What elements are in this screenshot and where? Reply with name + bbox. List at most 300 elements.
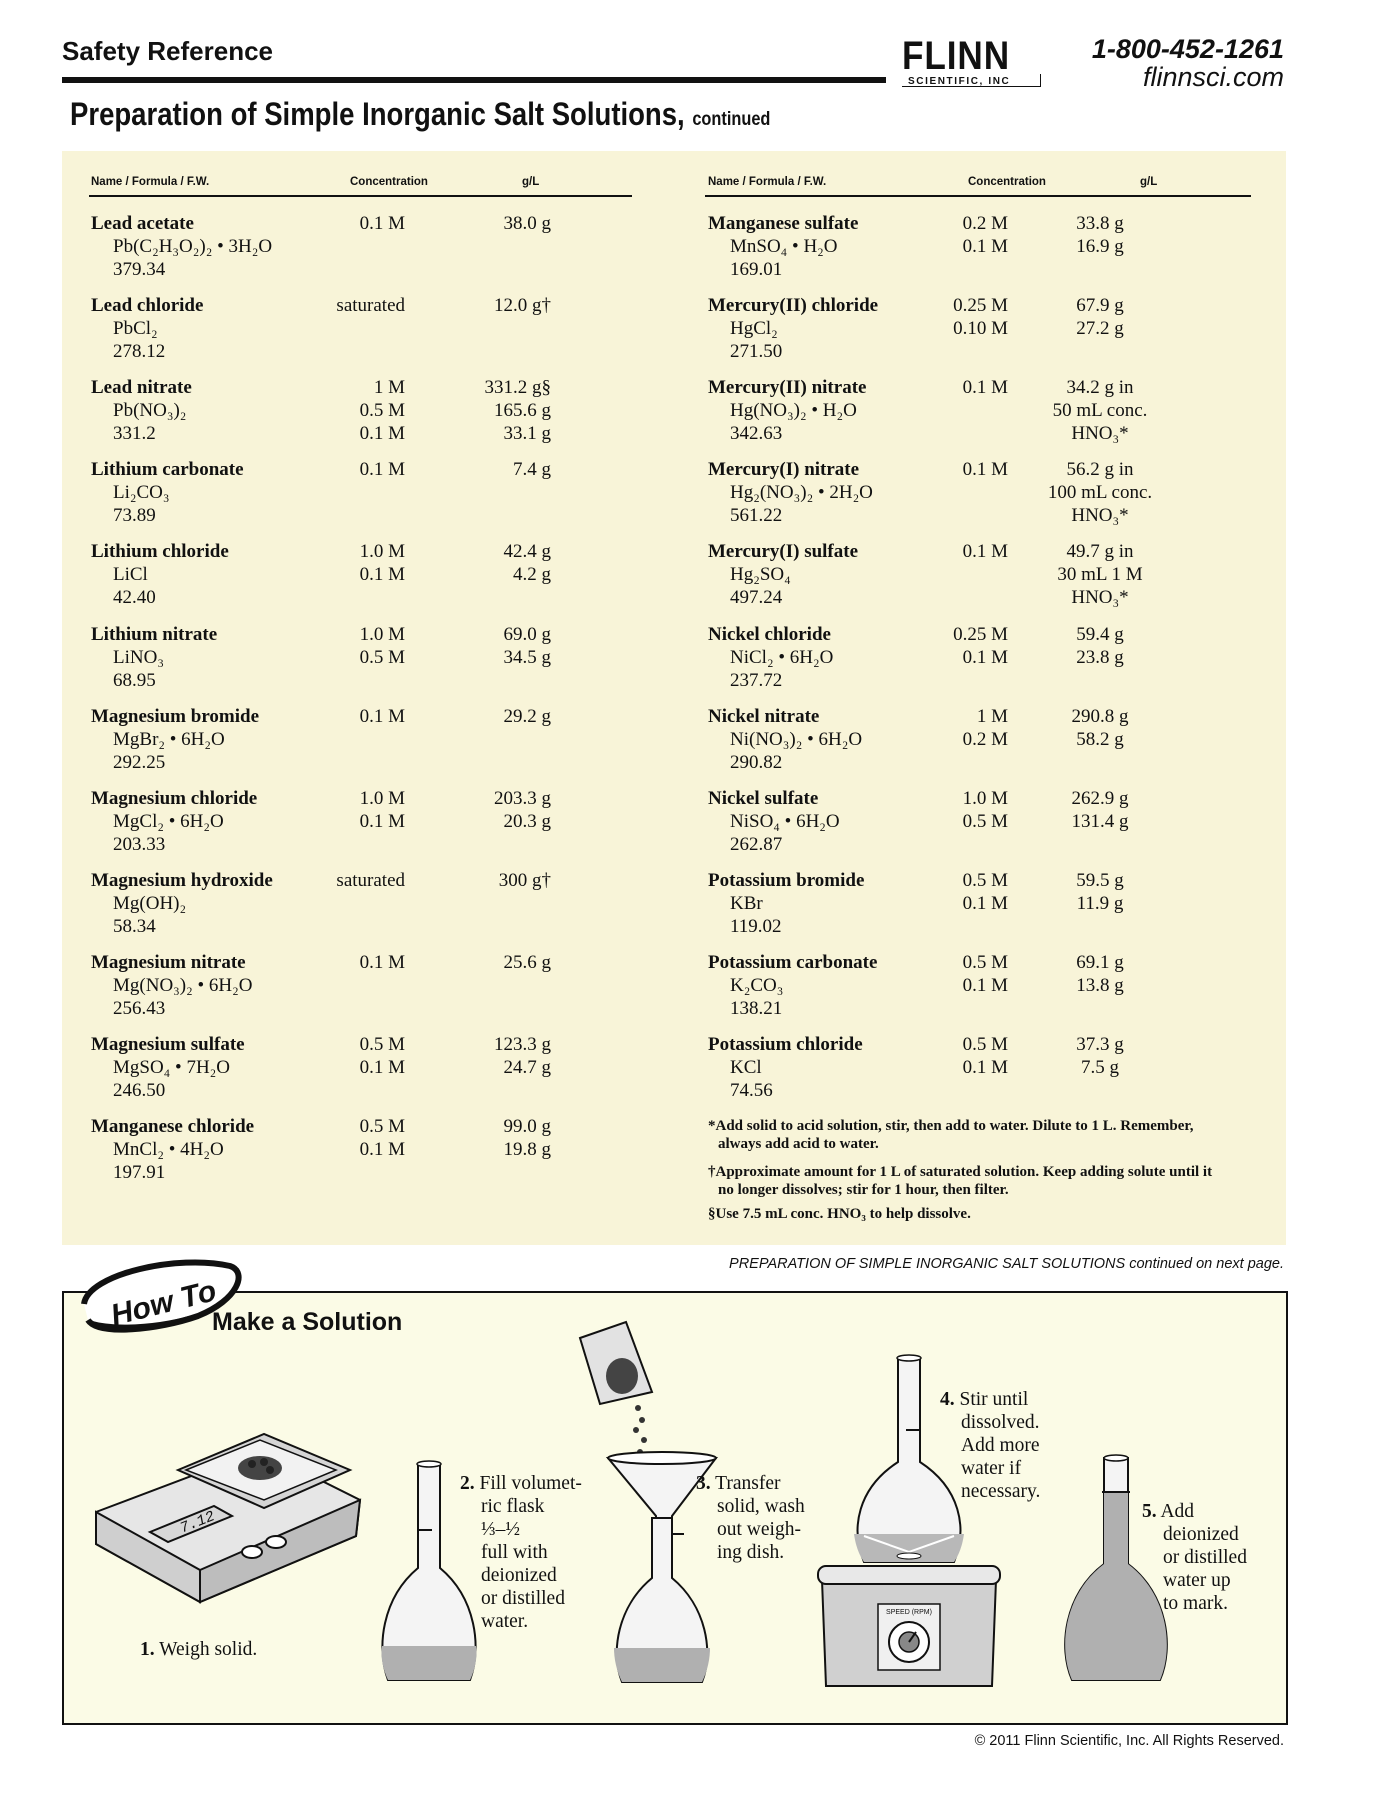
salt-concentrations: [261, 951, 405, 974]
salt-concentrations: [261, 212, 405, 235]
salt-name: Nickel chloride: [708, 623, 831, 645]
salt-formula-weight: 278.12: [113, 341, 166, 363]
concentration-value: 0.5 M: [962, 869, 1008, 891]
salt-row: [708, 294, 1268, 366]
concentration-value: 0.5 M: [359, 1116, 405, 1138]
col-head-name-left: Name / Formula / F.W.: [91, 176, 210, 188]
grams-value: 16.9 g: [1076, 236, 1124, 257]
step-line: [1142, 1546, 1247, 1569]
step-line: [460, 1564, 582, 1587]
step-line: [460, 1541, 582, 1564]
salt-concentrations: [261, 458, 405, 481]
grams-value: 59.4 g: [1076, 623, 1124, 645]
step-4-caption: [940, 1388, 1040, 1503]
grams-value: 38.0 g: [503, 213, 551, 234]
footnote-section: §Use 7.5 mL conc. HNO₃ to help dissolve.: [708, 1206, 971, 1222]
grams-value: HNO₃*: [1071, 505, 1129, 527]
salt-grams-per-liter: [391, 951, 551, 974]
salt-concentrations: [261, 869, 405, 892]
salt-formula-weight: 561.22: [730, 505, 783, 527]
grams-value: 58.2 g: [1076, 728, 1124, 750]
salt-name: Mercury(I) sulfate: [708, 541, 859, 563]
salt-name: Mercury(II) nitrate: [708, 377, 867, 399]
concentration-value: 0.25 M: [953, 623, 1008, 645]
concentration-value: 0.1 M: [359, 213, 405, 234]
salt-concentrations: [261, 376, 405, 445]
salt-concentrations: [878, 376, 1008, 399]
scale-button-2: [266, 1536, 286, 1548]
concentration-value: 0.1 M: [359, 459, 405, 481]
grams-value: 49.7 g in: [1066, 541, 1134, 563]
howto-title: Make a Solution: [212, 1308, 403, 1336]
salt-row: [708, 951, 1268, 1023]
salt-name: Manganese sulfate: [708, 213, 859, 234]
step-line: [940, 1480, 1040, 1503]
step-text: Transfer: [715, 1473, 781, 1494]
grams-value: 331.2 g§: [484, 377, 551, 399]
grams-value: 99.0 g: [503, 1116, 551, 1138]
step-number: 2.: [460, 1473, 475, 1494]
salt-name: Potassium chloride: [708, 1034, 863, 1055]
concentration-value: 0.1 M: [962, 236, 1008, 257]
grams-value: 27.2 g: [1076, 318, 1124, 340]
salt-grams-per-liter: [391, 787, 551, 833]
step-text: Fill volumet-: [479, 1473, 582, 1494]
salt-name: Lead acetate: [91, 213, 194, 234]
step-line: [1142, 1592, 1247, 1615]
website-link[interactable]: flinnsci.com: [1142, 62, 1284, 92]
step-text: dissolved.: [961, 1412, 1040, 1433]
salt-row: [91, 705, 651, 777]
salt-formula: KBr: [730, 892, 763, 914]
salt-concentrations: [261, 540, 405, 586]
grams-value: 34.2 g in: [1066, 377, 1134, 399]
step-text: Stir until: [959, 1389, 1029, 1410]
salt-formula-weight: 197.91: [113, 1162, 166, 1184]
step-number: 3.: [696, 1473, 711, 1494]
salt-grams-per-liter: [391, 294, 551, 317]
concentration-value: 0.5 M: [359, 1034, 405, 1055]
salt-concentrations: [261, 623, 405, 669]
salt-row: [91, 458, 651, 530]
step-line: [940, 1434, 1040, 1457]
salt-formula-weight: 42.40: [113, 587, 156, 609]
grams-value: 4.2 g: [513, 564, 551, 586]
salt-grams-per-liter: [1038, 212, 1162, 258]
salt-formula-weight: 331.2: [113, 423, 156, 445]
step-line: [940, 1457, 1040, 1480]
step-text: Weigh solid.: [159, 1639, 258, 1660]
salt-grams-per-liter: [1038, 869, 1162, 915]
salt-name: Lithium chloride: [91, 541, 229, 563]
salt-row: [91, 540, 651, 612]
salt-name: Mercury(II) chloride: [708, 295, 879, 317]
salt-concentrations: [878, 294, 1008, 340]
grams-value: 29.2 g: [503, 705, 551, 727]
salt-formula-weight: 290.82: [730, 751, 783, 773]
step-text: ric flask: [481, 1496, 545, 1517]
step-text: full with: [481, 1542, 548, 1563]
salt-grams-per-liter: [1038, 705, 1162, 751]
salt-concentrations: [878, 623, 1008, 669]
salt-formula: LiNO₃: [113, 646, 164, 668]
grams-value: HNO₃*: [1071, 587, 1129, 609]
concentration-value: 0.1 M: [962, 377, 1008, 399]
step-text: out weigh-: [717, 1519, 801, 1540]
step-text: water up: [1163, 1570, 1231, 1591]
step-line: [696, 1495, 805, 1518]
salt-name: Manganese chloride: [91, 1116, 255, 1138]
step-text: solid, wash: [717, 1496, 805, 1517]
scale-button-1: [242, 1546, 262, 1558]
phone-number: 1-800-452-1261: [1091, 34, 1284, 64]
salt-formula-weight: 138.21: [730, 997, 783, 1019]
salt-concentrations: [878, 458, 1008, 481]
salt-row: [708, 787, 1268, 859]
salt-formula: K₂CO₃: [730, 974, 784, 996]
salt-formula-weight: 58.34: [113, 915, 156, 937]
salt-name: Lithium nitrate: [91, 623, 218, 645]
salt-concentrations: [878, 869, 1008, 915]
continued-note: PREPARATION OF SIMPLE INORGANIC SALT SOLUTIONS continued on next page.: [729, 1256, 1284, 1272]
concentration-value: saturated: [336, 869, 405, 891]
salt-row: [708, 623, 1268, 695]
grams-value: 37.3 g: [1076, 1034, 1124, 1055]
salt-concentrations: [261, 1115, 405, 1161]
grams-value: 262.9 g: [1071, 787, 1129, 809]
salt-formula: MnSO₄ • H₂O: [730, 236, 838, 257]
concentration-value: 0.1 M: [962, 646, 1008, 668]
salt-formula-weight: 497.24: [730, 587, 783, 609]
step-3-caption: [696, 1472, 805, 1564]
grams-value: 50 mL conc.: [1052, 400, 1148, 422]
grams-value: HNO₃*: [1071, 423, 1129, 445]
salt-formula: KCl: [730, 1057, 762, 1078]
salt-grams-per-liter: [391, 458, 551, 481]
salt-grams-per-liter: [1038, 458, 1162, 527]
grams-value: 165.6 g: [494, 400, 551, 422]
col-head-name-right: Name / Formula / F.W.: [708, 176, 827, 188]
grams-value: 203.3 g: [494, 787, 551, 809]
col-head-gl-left: g/L: [522, 176, 540, 188]
grams-value: 30 mL 1 M: [1057, 564, 1143, 586]
step-text: ing dish.: [717, 1542, 785, 1563]
step-number: 1.: [140, 1639, 155, 1660]
concentration-value: 0.5 M: [962, 1034, 1008, 1055]
concentration-value: 0.1 M: [962, 459, 1008, 481]
salt-formula-weight: 342.63: [730, 423, 783, 445]
salt-formula-weight: 73.89: [113, 505, 156, 527]
step-text: deionized: [1163, 1524, 1239, 1545]
salt-formula: MgBr₂ • 6H₂O: [113, 728, 225, 750]
salt-formula: PbCl₂: [113, 318, 158, 340]
grams-value: 131.4 g: [1071, 810, 1129, 832]
step-text: Add: [1160, 1501, 1195, 1522]
salt-formula-weight: 292.25: [113, 751, 166, 773]
salt-grams-per-liter: [1038, 376, 1162, 445]
salt-grams-per-liter: [1038, 623, 1162, 669]
grams-value: 34.5 g: [503, 646, 551, 668]
salt-grams-per-liter: [391, 1115, 551, 1161]
step-line: [460, 1518, 582, 1541]
salt-name: Lead nitrate: [91, 377, 192, 399]
salt-formula: MnCl₂ • 4H₂O: [113, 1139, 224, 1161]
grams-value: 24.7 g: [503, 1057, 551, 1078]
step-line: [940, 1411, 1040, 1434]
salt-row: [708, 376, 1268, 448]
balance-scale-illustration: [88, 1404, 368, 1604]
salt-name: Potassium bromide: [708, 869, 865, 891]
salt-concentrations: [261, 1033, 405, 1079]
grams-value: 59.5 g: [1076, 869, 1124, 891]
step-text: deionized: [481, 1565, 557, 1586]
grams-value: 69.1 g: [1076, 951, 1124, 973]
salt-formula: Li₂CO₃: [113, 482, 170, 504]
step-text: water if: [961, 1458, 1022, 1479]
concentration-value: 0.1 M: [962, 541, 1008, 563]
salt-row: [708, 212, 1268, 284]
salt-formula-weight: 68.95: [113, 669, 156, 691]
salt-grams-per-liter: [391, 1033, 551, 1079]
concentration-value: 0.5 M: [359, 400, 405, 422]
salt-row: [91, 1115, 651, 1187]
grams-value: 25.6 g: [503, 951, 551, 973]
step-line: [696, 1541, 805, 1564]
salt-concentrations: [878, 951, 1008, 997]
step-line: [1142, 1569, 1247, 1592]
concentration-value: 0.1 M: [359, 951, 405, 973]
salt-row: [91, 787, 651, 859]
salt-name: Magnesium nitrate: [91, 951, 246, 973]
howto-badge-text: How To: [107, 1274, 220, 1333]
salt-row: [91, 623, 651, 695]
salt-formula-weight: 169.01: [730, 259, 783, 280]
salt-formula-weight: 262.87: [730, 833, 783, 855]
salt-concentrations: [878, 1033, 1008, 1079]
salt-formula-weight: 246.50: [113, 1080, 166, 1101]
step-5-caption: [1142, 1500, 1247, 1615]
salt-grams-per-liter: [391, 705, 551, 728]
concentration-value: 0.1 M: [359, 564, 405, 586]
logo-subtitle: SCIENTIFIC, INC: [908, 76, 1011, 87]
step-line: [460, 1495, 582, 1518]
salt-formula: Hg(NO₃)₂ • H₂O: [730, 400, 857, 422]
concentration-value: 1 M: [373, 377, 405, 399]
page-title: [70, 96, 770, 133]
salt-name: Lead chloride: [91, 295, 204, 317]
concentration-value: 0.25 M: [953, 295, 1008, 317]
concentration-value: 1.0 M: [359, 623, 405, 645]
concentration-value: 1.0 M: [359, 787, 405, 809]
step-1-caption: [140, 1638, 257, 1661]
salt-formula-weight: 119.02: [730, 915, 782, 937]
step-line: [140, 1638, 257, 1661]
salt-name: Magnesium chloride: [91, 787, 258, 809]
salt-formula: NiCl₂ • 6H₂O: [730, 646, 834, 668]
copyright-notice: © 2011 Flinn Scientific, Inc. All Rights Reserved.: [974, 1733, 1284, 1749]
step-line: [460, 1472, 582, 1495]
concentration-value: 0.5 M: [359, 646, 405, 668]
salt-row: [91, 869, 651, 941]
concentration-value: 0.2 M: [962, 213, 1008, 234]
step-line: [696, 1518, 805, 1541]
salt-formula-weight: 203.33: [113, 833, 166, 855]
salt-grams-per-liter: [391, 212, 551, 235]
scale-readout: 7.12: [177, 1508, 218, 1538]
salt-name: Magnesium bromide: [91, 705, 260, 727]
salt-grams-per-liter: [391, 376, 551, 445]
salt-row: [91, 376, 651, 448]
grams-value: 7.4 g: [513, 459, 551, 481]
step-text: or distilled: [1163, 1547, 1247, 1568]
concentration-value: 0.1 M: [359, 810, 405, 832]
salt-grams-per-liter: [1038, 787, 1162, 833]
concentration-value: 0.10 M: [953, 318, 1008, 340]
concentration-value: 0.1 M: [359, 423, 405, 445]
step-text: ⅓–½: [481, 1519, 520, 1540]
footnote-dagger-line1: †Approximate amount for 1 L of saturated solution. Keep adding solute until it: [708, 1164, 1213, 1180]
grams-value: 56.2 g in: [1066, 459, 1134, 481]
step-text: necessary.: [961, 1481, 1041, 1502]
salt-concentrations: [878, 212, 1008, 258]
salt-formula-weight: 271.50: [730, 341, 783, 363]
step-number: 4.: [940, 1389, 955, 1410]
grams-value: 12.0 g†: [494, 295, 551, 317]
step-text: to mark.: [1163, 1593, 1228, 1614]
salt-row: [708, 458, 1268, 530]
concentration-value: 0.1 M: [359, 705, 405, 727]
footnote-star-line1: *Add solid to acid solution, stir, then add to water. Dilute to 1 L. Remember,: [708, 1118, 1194, 1134]
grams-value: 300 g†: [498, 869, 551, 891]
salt-grams-per-liter: [391, 623, 551, 669]
grams-value: 33.1 g: [503, 423, 551, 445]
grams-value: 123.3 g: [494, 1034, 551, 1055]
salt-formula-weight: 74.56: [730, 1080, 773, 1101]
grams-value: 42.4 g: [503, 541, 551, 563]
salt-row: [91, 951, 651, 1023]
concentration-value: 0.2 M: [962, 728, 1008, 750]
solid-pile: [238, 1456, 282, 1480]
section-label: Safety Reference: [62, 36, 273, 66]
concentration-value: 0.1 M: [962, 974, 1008, 996]
concentration-value: 1 M: [976, 705, 1008, 727]
step-line: [460, 1610, 582, 1633]
grams-value: 67.9 g: [1076, 295, 1124, 317]
step-line: [940, 1388, 1040, 1411]
concentration-value: saturated: [336, 295, 405, 317]
salt-concentrations: [878, 787, 1008, 833]
footnote-star-line2: always add acid to water.: [718, 1136, 879, 1152]
concentration-value: 0.1 M: [359, 1057, 405, 1078]
salt-grams-per-liter: [391, 540, 551, 586]
concentration-value: 1.0 M: [359, 541, 405, 563]
salt-formula: Mg(OH)₂: [113, 892, 187, 914]
logo-wordmark: FLINN: [902, 34, 1011, 78]
salt-grams-per-liter: [1038, 294, 1162, 340]
salt-concentrations: [261, 705, 405, 728]
page-title-continued: continued: [692, 109, 771, 130]
step-number: 5.: [1142, 1501, 1157, 1522]
concentration-value: 1.0 M: [962, 787, 1008, 809]
concentration-value: 0.5 M: [962, 810, 1008, 832]
salt-formula: Pb(C₂H₃O₂)₂ • 3H₂O: [113, 236, 273, 257]
salt-formula: MgCl₂ • 6H₂O: [113, 810, 224, 832]
concentration-value: 0.1 M: [962, 1057, 1008, 1078]
col-head-conc-right: Concentration: [968, 176, 1046, 188]
grams-value: 7.5 g: [1081, 1057, 1119, 1078]
salt-formula: HgCl₂: [730, 318, 778, 340]
salt-formula: Pb(NO₃)₂: [113, 400, 187, 422]
salt-row: [708, 540, 1268, 612]
step-line: [1142, 1523, 1247, 1546]
salt-formula: Ni(NO₃)₂ • 6H₂O: [730, 728, 863, 750]
salt-name: Magnesium sulfate: [91, 1034, 245, 1055]
salt-formula: NiSO₄ • 6H₂O: [730, 810, 840, 832]
step-2-caption: [460, 1472, 582, 1633]
salt-concentrations: [261, 294, 405, 317]
salt-formula-weight: 379.34: [113, 259, 166, 280]
salt-name: Lithium carbonate: [91, 459, 244, 481]
step-text: water.: [481, 1611, 529, 1632]
salt-formula: LiCl: [113, 564, 148, 586]
salt-concentrations: [878, 540, 1008, 563]
concentration-value: 0.1 M: [962, 892, 1008, 914]
grams-value: 11.9 g: [1076, 892, 1124, 914]
page-title-text: Preparation of Simple Inorganic Salt Solutions,: [70, 96, 685, 132]
step-line: [460, 1587, 582, 1610]
concentration-value: 0.5 M: [962, 951, 1008, 973]
salt-grams-per-liter: [1038, 951, 1162, 997]
salt-grams-per-liter: [1038, 1033, 1162, 1079]
head-rule-left: [89, 195, 632, 197]
salt-row: [91, 294, 651, 366]
salt-name: Nickel sulfate: [708, 787, 819, 809]
step-text: or distilled: [481, 1588, 565, 1609]
stirrer-speed-label: SPEED (RPM): [886, 1609, 932, 1616]
step-text: Add more: [961, 1435, 1040, 1456]
salt-row: [91, 1033, 651, 1105]
grams-value: 13.8 g: [1076, 974, 1124, 996]
col-head-gl-right: g/L: [1140, 176, 1158, 188]
concentration-value: 0.1 M: [359, 1139, 405, 1161]
salt-row: [91, 212, 651, 284]
salt-name: Mercury(I) nitrate: [708, 459, 860, 481]
salt-grams-per-liter: [1038, 540, 1162, 609]
salt-formula: Mg(NO₃)₂ • 6H₂O: [113, 974, 253, 996]
salt-formula-weight: 237.72: [730, 669, 783, 691]
grams-value: 20.3 g: [503, 810, 551, 832]
grams-value: 19.8 g: [503, 1139, 551, 1161]
footnote-dagger-line2: no longer dissolves; stir for 1 hour, then filter.: [718, 1182, 1009, 1198]
step-line: [1142, 1500, 1247, 1523]
salt-name: Nickel nitrate: [708, 705, 820, 727]
step-line: [696, 1472, 805, 1495]
header-rule: [62, 77, 886, 83]
salt-formula: MgSO₄ • 7H₂O: [113, 1057, 231, 1078]
salt-name: Magnesium hydroxide: [91, 869, 273, 891]
grams-value: 100 mL conc.: [1047, 482, 1153, 504]
salt-concentrations: [261, 787, 405, 833]
salt-row: [708, 869, 1268, 941]
grams-value: 33.8 g: [1076, 213, 1124, 234]
grams-value: 69.0 g: [503, 623, 551, 645]
salt-concentrations: [878, 705, 1008, 751]
salt-formula: Hg₂SO₄: [730, 564, 791, 586]
head-rule-right: [705, 195, 1251, 197]
grams-value: 23.8 g: [1076, 646, 1124, 668]
salt-grams-per-liter: [391, 869, 551, 892]
salt-formula-weight: 256.43: [113, 997, 166, 1019]
